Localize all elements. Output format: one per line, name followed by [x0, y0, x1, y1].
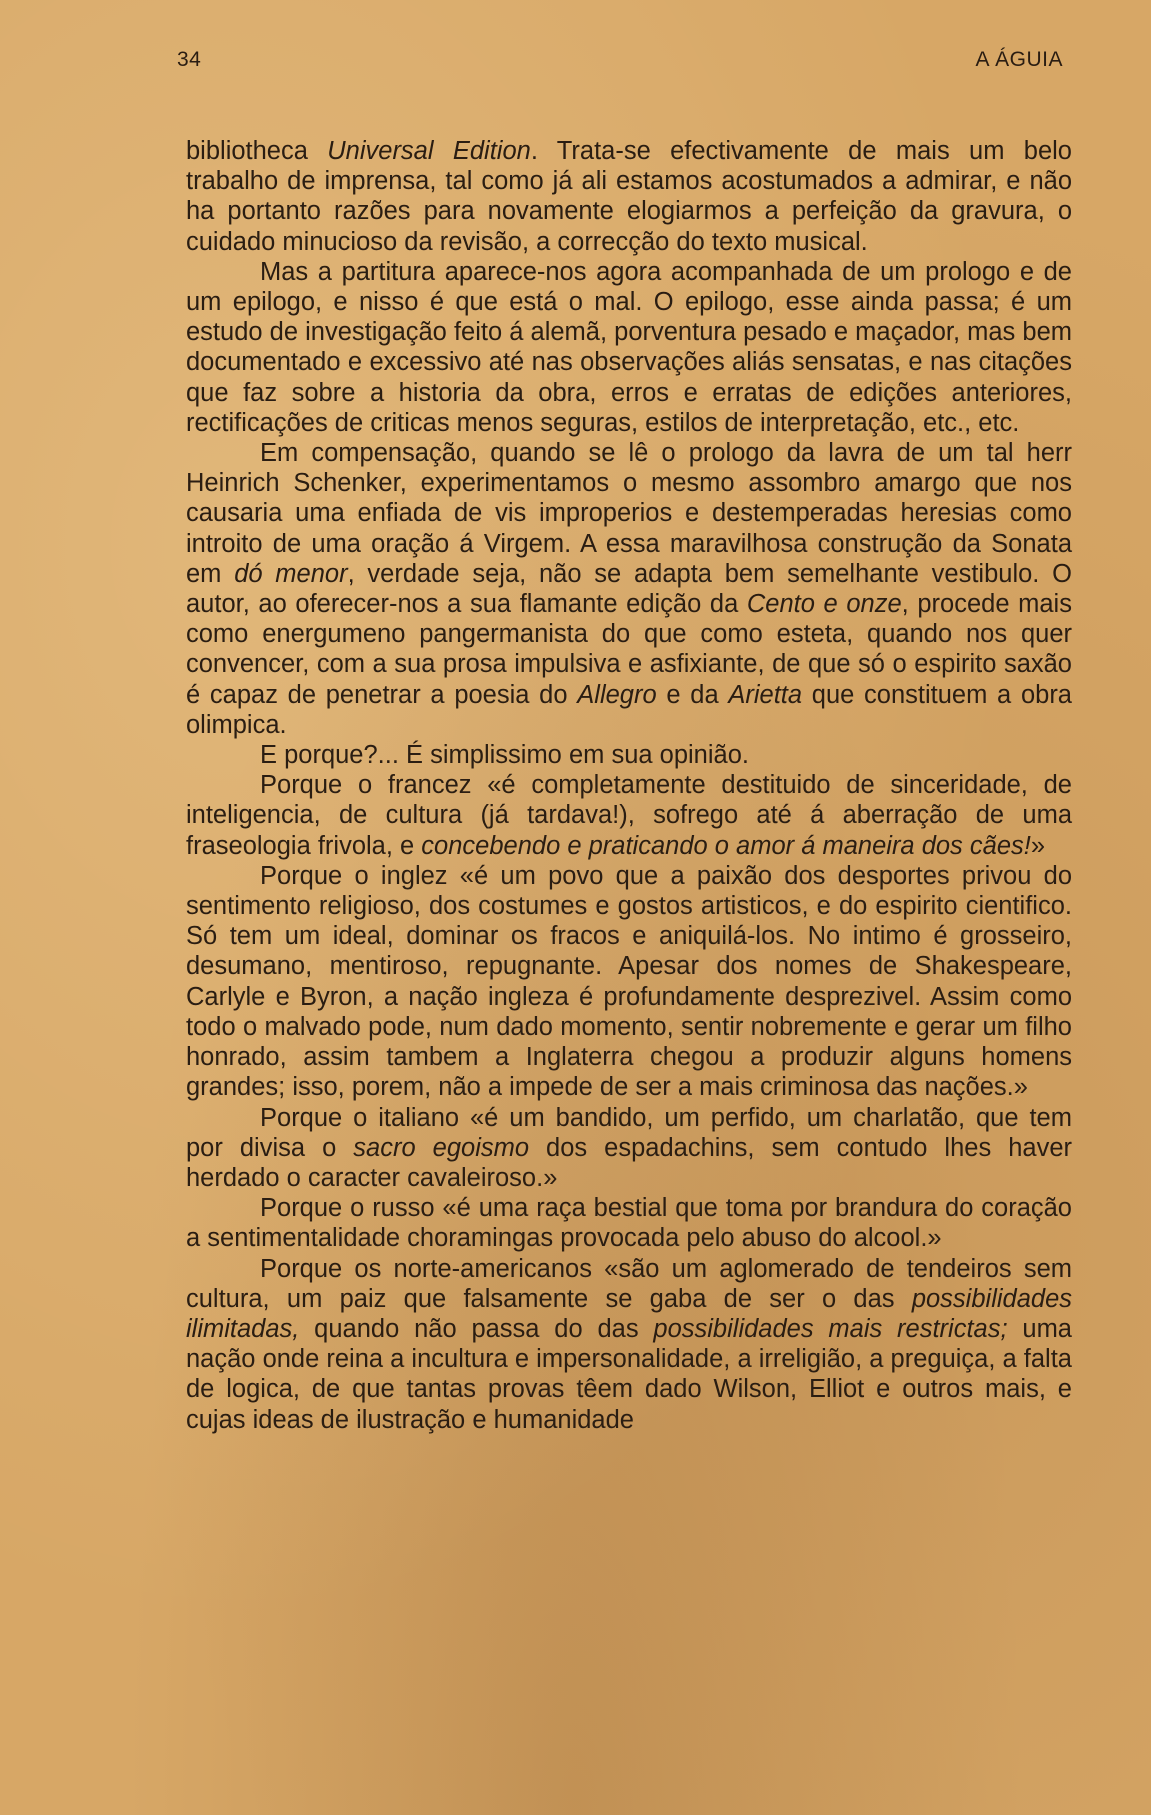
page-body	[186, 136, 1072, 1435]
running-title: A ÁGUIA	[975, 48, 1063, 71]
paragraph: Em compensação, quando se lê o prologo da lavra de um tal herr Heinrich Schenker, experimentamos o mesmo assombro amargo que nos causaria uma enfiada de vis improperios e destemperadas heresias como introito de uma oração á Virgem. A essa maravilhosa construção da Sonata em dó menor, verdade seja, não se adapta bem semelhante vestibulo. O autor, ao oferecer-nos a sua flamante edição da Cento e onze, procede mais como energumeno pangermanista do que como esteta, quando nos quer convencer, com a sua prosa impulsiva e asfixiante, de que só o espirito saxão é capaz de penetrar a poesia do Allegro e da Arietta que constituem a obra olimpica.	[186, 439, 1072, 739]
paragraph: Porque o russo «é uma raça bestial que toma por brandura do coração a sentimentalidade choramingas provocada pelo abuso do alcool.»	[186, 1194, 1072, 1253]
paragraph: bibliotheca Universal Edition. Trata-se efectivamente de mais um belo trabalho de imprensa, tal como já ali estamos acostumados a admirar, e não ha portanto razões para novamente elogiarmos a perfeição da gravura, o cuidado minucioso da revisão, a correcção do texto musical.	[186, 137, 1072, 256]
page-number: 34	[177, 48, 202, 71]
paragraph: Porque o francez «é completamente destituido de sinceridade, de inteligencia, de cultura (já tardava!), sofrego até á aberração de uma fraseologia frivola, e concebendo e praticando o amor á maneira dos cães!»	[186, 771, 1072, 860]
paragraph: Porque o inglez «é um povo que a paixão dos desportes privou do sentimento religioso, dos costumes e gostos artisticos, e do espirito cientifico. Só tem um ideal, dominar os fracos e aniquilá-los. No intimo é grosseiro, desumano, mentiroso, repugnante. Apesar dos nomes de Shakespeare, Carlyle e Byron, a nação ingleza é profundamente desprezivel. Assim como todo o malvado pode, num dado momento, sentir nobremente e gerar um filho honrado, assim tambem a Inglaterra chegou a produzir alguns homens grandes; isso, porem, não a impede de ser a mais criminosa das nações.»	[186, 861, 1072, 1102]
paragraph: E porque?... É simplissimo em sua opinião.	[260, 741, 749, 770]
paragraph: Porque os norte-americanos «são um aglomerado de tendeiros sem cultura, um paiz que falsamente se gaba de ser o das possibilidades ilimitadas, quando não passa do das possibilidades mais restrictas; uma nação onde reina a incultura e impersonalidade, a irreligião, a preguiça, a falta de logica, de que tantas provas têem dado Wilson, Elliot e outros mais, e cujas ideas de ilustração e humanidade	[186, 1254, 1072, 1434]
paragraph: Porque o italiano «é um bandido, um perfido, um charlatão, que tem por divisa o sacro egoismo dos espadachins, sem contudo lhes haver herdado o caracter cavaleiroso.»	[186, 1103, 1072, 1192]
paragraph: Mas a partitura aparece-nos agora acompanhada de um prologo e de um epilogo, e nisso é que está o mal. O epilogo, esse ainda passa; é um estudo de investigação feito á alemã, porventura pesado e maçador, mas bem documentado e excessivo até nas observações aliás sensatas, e nas citações que faz sobre a historia da obra, erros e erratas de edições anteriores, rectificações de criticas menos seguras, estilos de interpretação, etc., etc.	[186, 257, 1072, 437]
